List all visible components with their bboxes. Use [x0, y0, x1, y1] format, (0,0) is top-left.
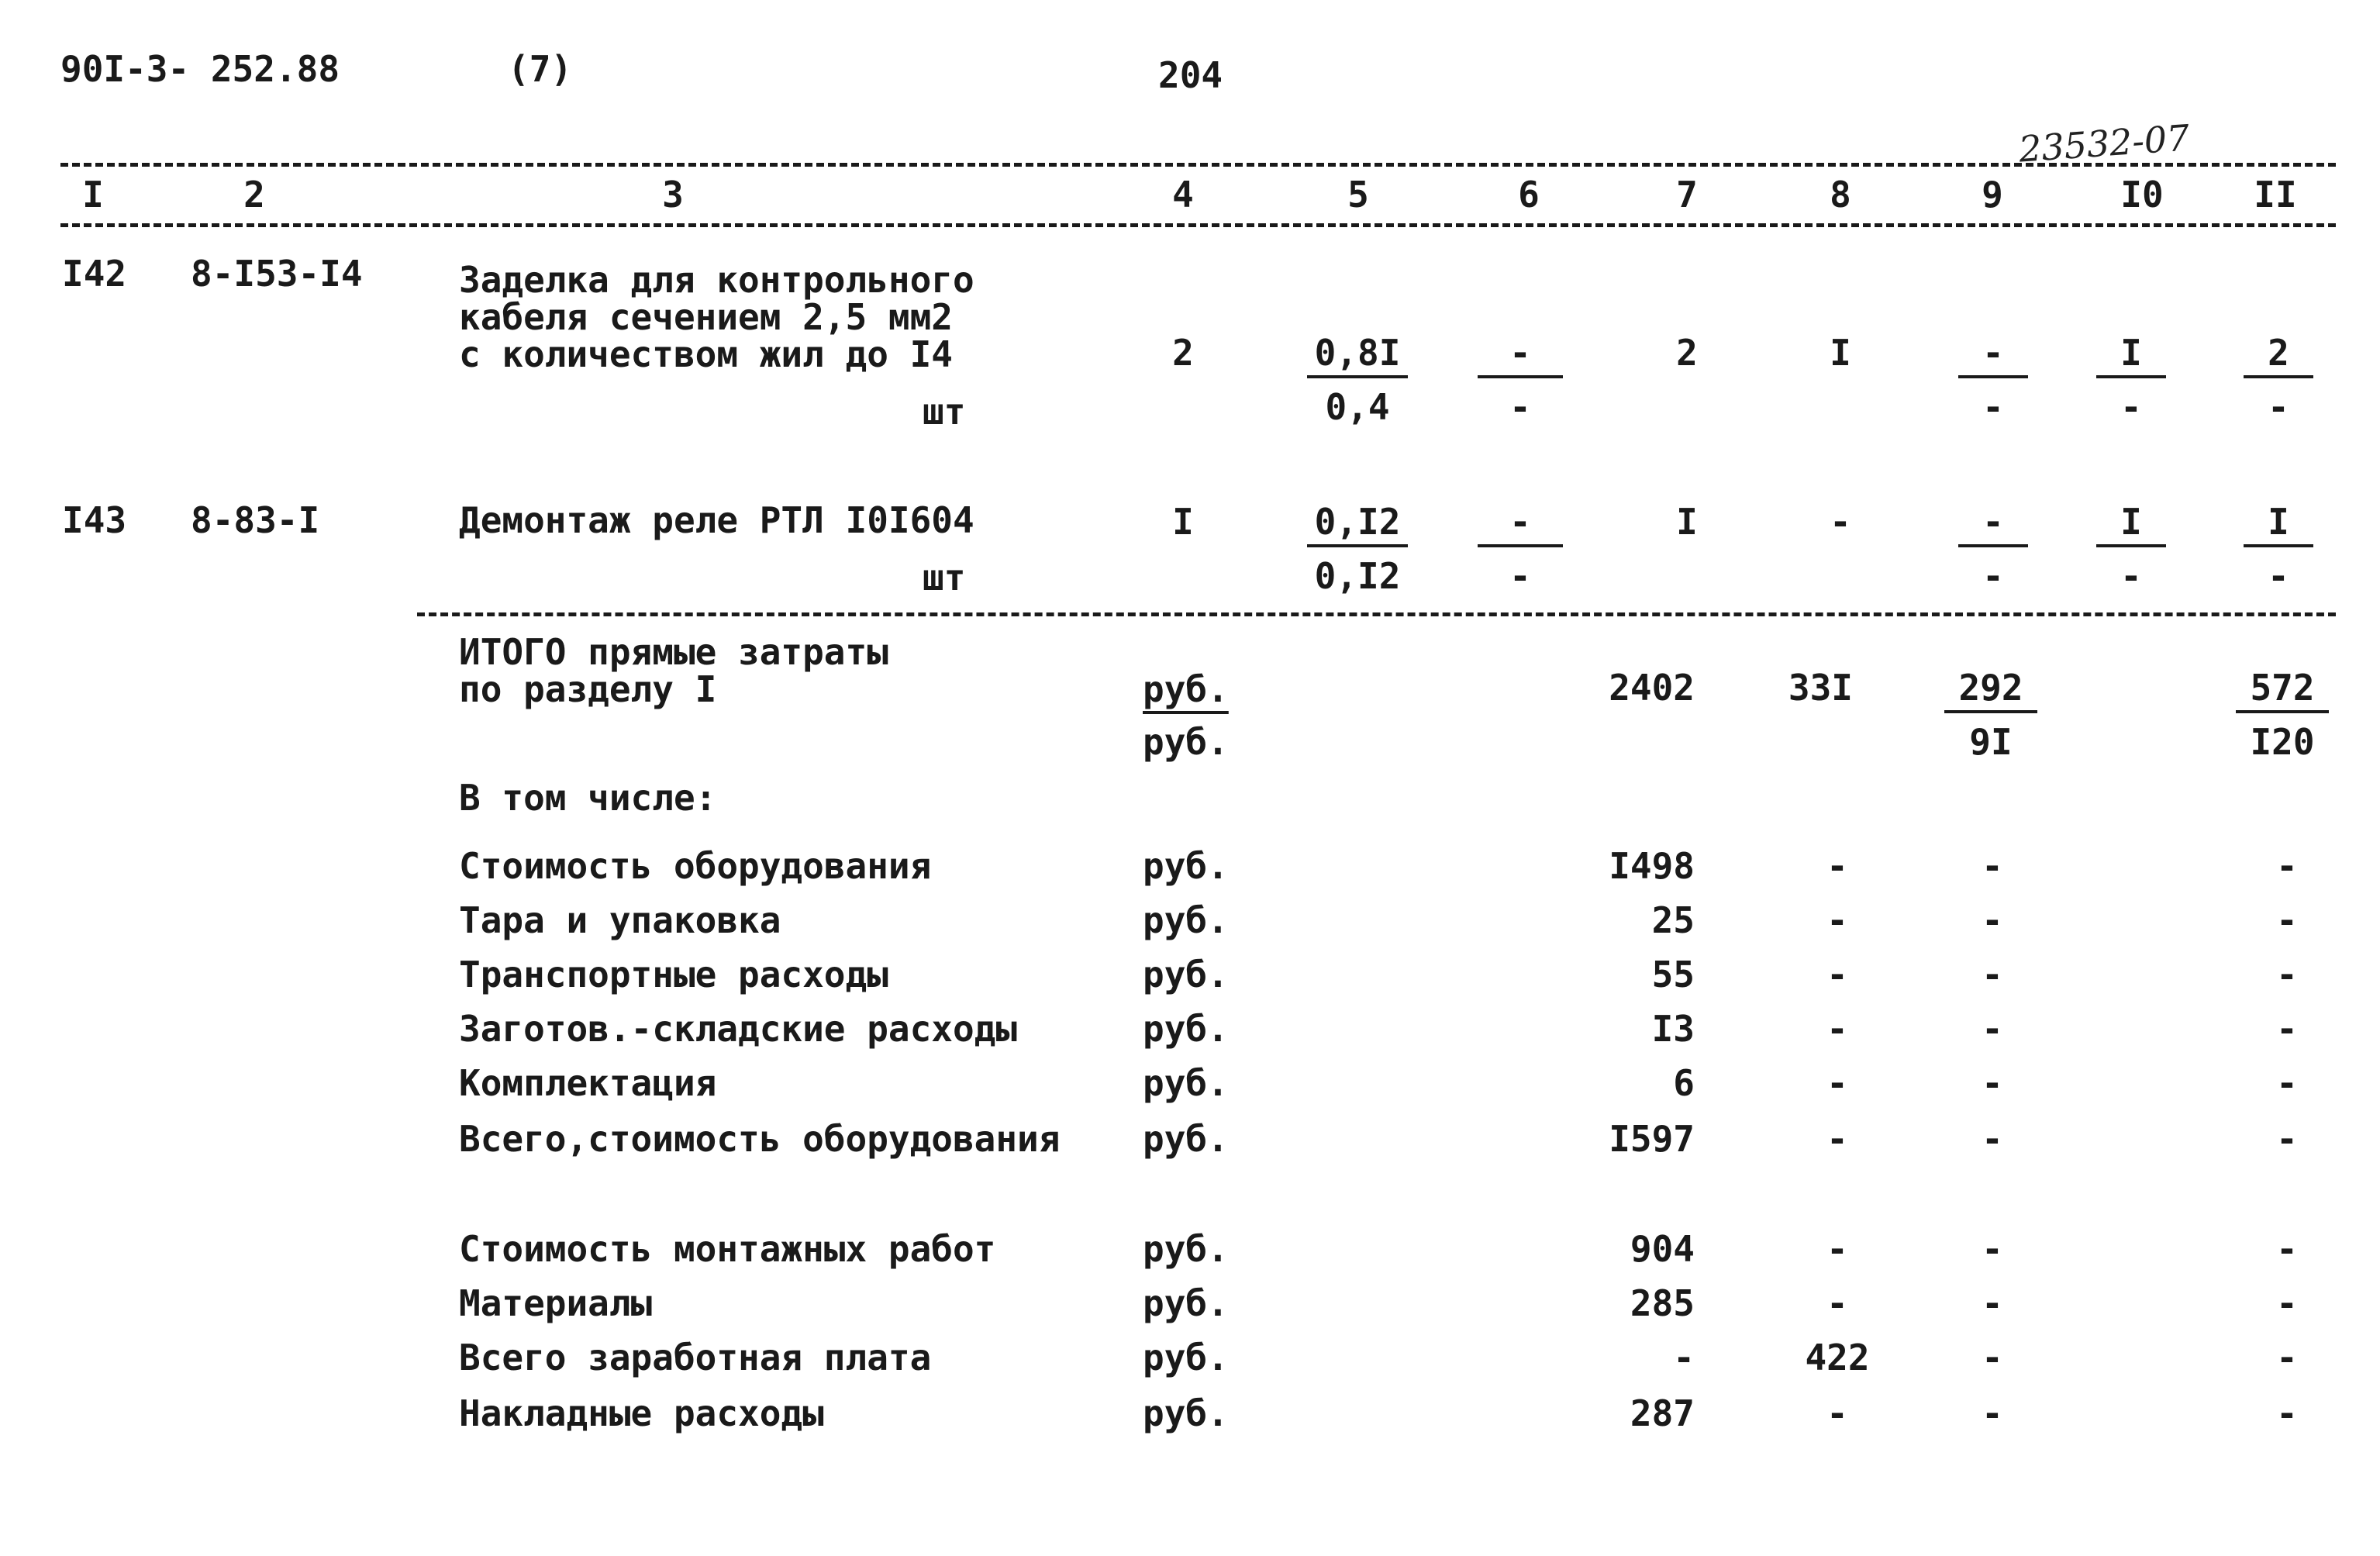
breakdown-unit: руб. [1143, 1118, 1229, 1160]
denominator: - [2268, 386, 2289, 428]
totals-fraction-col11 [2236, 667, 2329, 763]
work-description: Демонтаж реле РТЛ I0I604 [459, 499, 974, 541]
numerator: - [1958, 504, 2028, 547]
breakdown-unit: руб. [1143, 899, 1229, 941]
denominator: - [2268, 555, 2289, 597]
numerator: 2 [2244, 335, 2313, 378]
col7-value: I [1676, 501, 1698, 543]
breakdown-col7: 287 [1630, 1392, 1695, 1434]
col-header-10: I0 [2120, 174, 2164, 216]
breakdown-col9: - [1982, 1118, 2003, 1160]
breakdown-col9: - [1982, 1282, 2003, 1324]
fraction-col10 [2096, 332, 2166, 428]
breakdown-label: Материалы [459, 1282, 653, 1324]
col-header-6: 6 [1518, 174, 1540, 216]
breakdown-col7: 25 [1651, 899, 1695, 941]
breakdown-col7: 904 [1630, 1228, 1695, 1270]
row-number: I43 [62, 499, 127, 541]
breakdown-unit: руб. [1143, 1337, 1229, 1378]
denominator: - [2120, 555, 2142, 597]
denominator: 0,4 [1325, 386, 1390, 428]
fraction-col5 [1307, 501, 1408, 597]
numerator: I [2096, 335, 2166, 378]
breakdown-label: Заготов.-складские расходы [459, 1008, 1018, 1050]
col-header-8: 8 [1830, 174, 1851, 216]
breakdown-col9: - [1982, 1392, 2003, 1434]
col8-value: - [1830, 501, 1851, 543]
col-header-3: 3 [662, 174, 684, 216]
numerator: 0,8I [1307, 335, 1408, 378]
breakdown-unit: руб. [1143, 1282, 1229, 1324]
breakdown-col8: - [1826, 954, 1848, 995]
totals-fraction-col9 [1944, 667, 2037, 763]
breakdown-unit: руб. [1143, 1008, 1229, 1050]
breakdown-col9: - [1982, 1062, 2003, 1104]
breakdown-col9: - [1982, 1008, 2003, 1050]
denominator: - [1509, 386, 1531, 428]
including-label: В том числе: [459, 777, 717, 819]
breakdown-label: Всего,стоимость оборудования [459, 1118, 1061, 1160]
breakdown-col7: 285 [1630, 1282, 1695, 1324]
totals-rule [417, 612, 2336, 616]
col7-value: 2 [1676, 332, 1698, 374]
breakdown-unit: руб. [1143, 1062, 1229, 1104]
breakdown-col11: - [2276, 954, 2298, 995]
denominator: - [1509, 555, 1531, 597]
header-bottom-rule [60, 223, 2336, 227]
breakdown-col11: - [2276, 1392, 2298, 1434]
breakdown-label: Комплектация [459, 1062, 717, 1104]
page-number: 204 [1158, 54, 1223, 96]
rate-code: 8-83-I [191, 499, 320, 541]
header-top-rule [60, 163, 2336, 167]
numerator: 572 [2236, 670, 2329, 713]
denominator: I20 [2250, 721, 2315, 763]
breakdown-label: Стоимость оборудования [459, 845, 932, 887]
col-header-4: 4 [1172, 174, 1194, 216]
breakdown-col9: - [1982, 1337, 2003, 1378]
totals-unit: руб. [1143, 721, 1229, 763]
breakdown-label: Транспортные расходы [459, 954, 888, 995]
breakdown-col11: - [2276, 1118, 2298, 1160]
breakdown-col8: - [1826, 1282, 1848, 1324]
breakdown-label: Всего заработная плата [459, 1337, 932, 1378]
breakdown-col8: - [1826, 1392, 1848, 1434]
numerator: 292 [1944, 670, 2037, 713]
breakdown-col8: - [1826, 1008, 1848, 1050]
sheet-number: (7) [508, 48, 573, 90]
breakdown-col9: - [1982, 1228, 2003, 1270]
breakdown-col11: - [2276, 1337, 2298, 1378]
unit: шт [923, 557, 966, 599]
quantity: 2 [1172, 332, 1194, 374]
breakdown-col7: I498 [1609, 845, 1695, 887]
breakdown-col11: - [2276, 1282, 2298, 1324]
fraction-col11 [2244, 501, 2313, 597]
work-description: с количеством жил до I4 [459, 333, 953, 375]
breakdown-col7: 55 [1651, 954, 1695, 995]
numerator: - [1478, 504, 1563, 547]
denominator: - [1982, 555, 2004, 597]
unit: шт [923, 391, 966, 433]
fraction-col6 [1478, 501, 1563, 597]
totals-unit: руб. [1143, 668, 1229, 710]
numerator: - [1478, 335, 1563, 378]
breakdown-unit: руб. [1143, 1228, 1229, 1270]
breakdown-col7: 6 [1673, 1062, 1695, 1104]
breakdown-col9: - [1982, 954, 2003, 995]
col-header-11: II [2254, 174, 2297, 216]
col-header-7: 7 [1676, 174, 1698, 216]
breakdown-unit: руб. [1143, 845, 1229, 887]
document-code: 90I-3- 252.88 [60, 48, 340, 90]
numerator: 0,I2 [1307, 504, 1408, 547]
breakdown-unit: руб. [1143, 954, 1229, 995]
breakdown-label: Тара и упаковка [459, 899, 781, 941]
totals-label: ИТОГО прямые затраты [459, 631, 888, 673]
breakdown-col9: - [1982, 899, 2003, 941]
breakdown-col11: - [2276, 899, 2298, 941]
totals-label: по разделу I [459, 668, 717, 710]
breakdown-col7: I597 [1609, 1118, 1695, 1160]
totals-col8: 33I [1788, 667, 1853, 709]
col-header-5: 5 [1347, 174, 1369, 216]
work-description: Заделка для контрольного [459, 259, 974, 301]
breakdown-col11: - [2276, 845, 2298, 887]
fraction-col9 [1958, 332, 2028, 428]
col-header-1: I [82, 174, 104, 216]
breakdown-col8: - [1826, 1062, 1848, 1104]
quantity: I [1172, 501, 1194, 543]
handwritten-stamp: 23532-07 [2017, 116, 2192, 171]
breakdown-label: Накладные расходы [459, 1392, 824, 1434]
work-description: кабеля сечением 2,5 мм2 [459, 296, 953, 338]
fraction-col10 [2096, 501, 2166, 597]
rate-code: 8-I53-I4 [191, 253, 363, 295]
denominator: 0,I2 [1314, 555, 1401, 597]
breakdown-label: Стоимость монтажных работ [459, 1228, 996, 1270]
denominator: - [1982, 386, 2004, 428]
breakdown-col11: - [2276, 1228, 2298, 1270]
numerator: I [2244, 504, 2313, 547]
breakdown-unit: руб. [1143, 1392, 1229, 1434]
breakdown-col11: - [2276, 1062, 2298, 1104]
breakdown-col8: - [1826, 1118, 1848, 1160]
breakdown-col8: - [1826, 1228, 1848, 1270]
numerator: - [1958, 335, 2028, 378]
fraction-col11 [2244, 332, 2313, 428]
denominator: 9I [1969, 721, 2013, 763]
breakdown-col7: - [1673, 1337, 1695, 1378]
numerator: I [2096, 504, 2166, 547]
fraction-col6 [1478, 332, 1563, 428]
breakdown-col11: - [2276, 1008, 2298, 1050]
col8-value: I [1830, 332, 1851, 374]
breakdown-col7: I3 [1651, 1008, 1695, 1050]
breakdown-col8: - [1826, 845, 1848, 887]
breakdown-col8: - [1826, 899, 1848, 941]
row-number: I42 [62, 253, 127, 295]
fraction-col5 [1307, 332, 1408, 428]
col-header-2: 2 [243, 174, 265, 216]
breakdown-col8: 422 [1805, 1337, 1870, 1378]
denominator: - [2120, 386, 2142, 428]
col-header-9: 9 [1982, 174, 2003, 216]
fraction-col9 [1958, 501, 2028, 597]
breakdown-col9: - [1982, 845, 2003, 887]
totals-col7: 2402 [1609, 667, 1695, 709]
